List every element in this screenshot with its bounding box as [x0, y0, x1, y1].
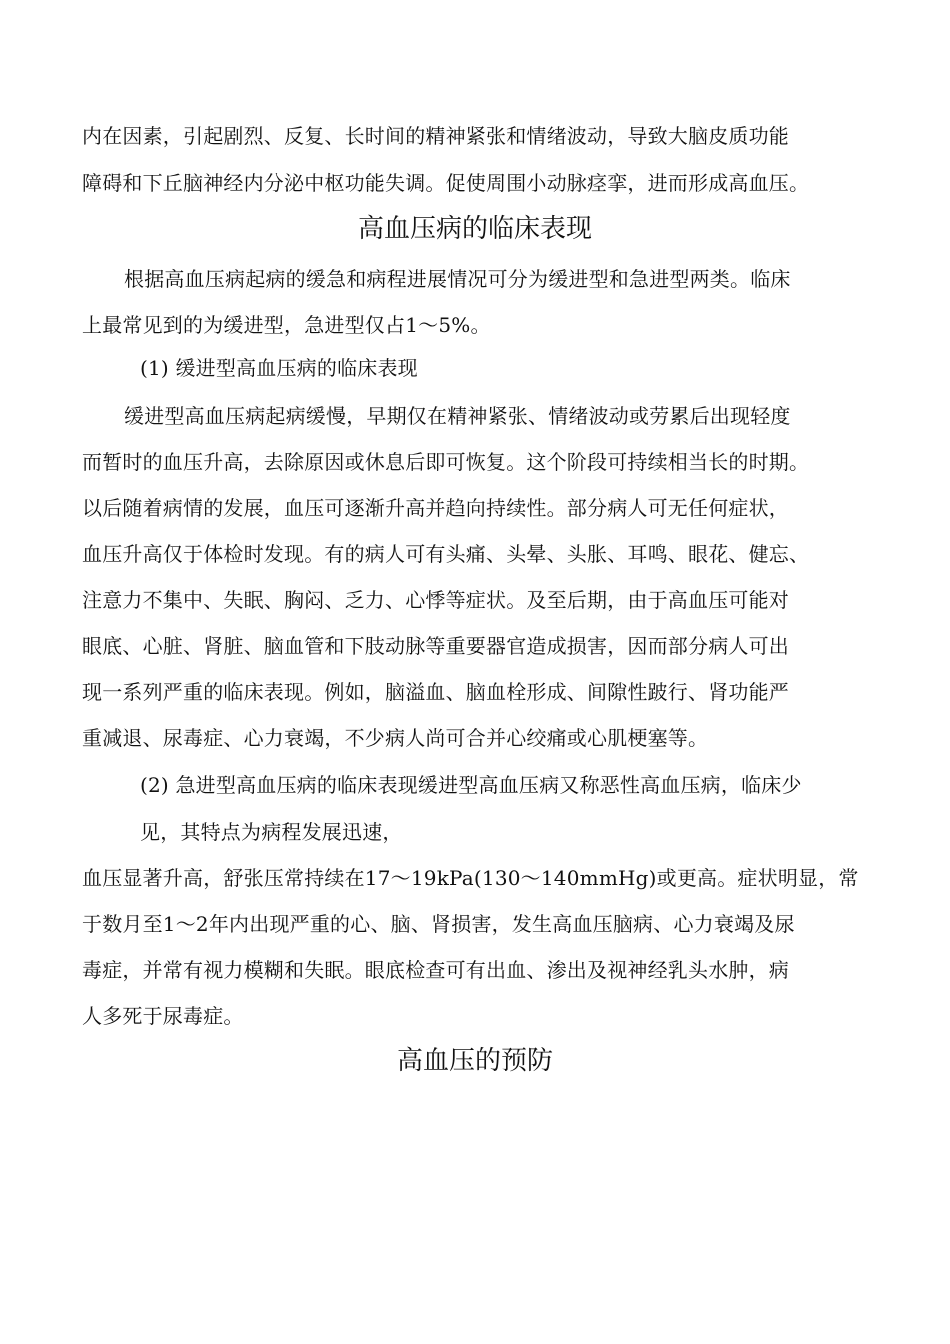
paragraph-slow-line-5: 注意力不集中、失眠、胸闷、乏力、心悸等症状。及至后期，由于高血压可能对 [82, 588, 789, 612]
subheading-rapid-line-2: 见，其特点为病程发展迅速， [140, 820, 403, 844]
paragraph-slow-line-6: 眼底、心脏、肾脏、脑血管和下肢动脉等重要器官造成损害，因而部分病人可出 [82, 634, 789, 658]
paragraph-slow-line-1: 缓进型高血压病起病缓慢，早期仅在精神紧张、情绪波动或劳累后出现轻度 [124, 404, 791, 428]
paragraph-slow-line-7: 现一系列严重的临床表现。例如，脑溢血、脑血栓形成、间隙性跛行、肾功能严 [82, 680, 789, 704]
paragraph-rapid-line-4: 人多死于尿毒症。 [82, 1004, 244, 1028]
paragraph-rapid-line-1: 血压显著升高，舒张压常持续在17～19kPa(130～140mmHg)或更高。症状明显，常 [82, 866, 859, 890]
paragraph-slow-line-3: 以后随着病情的发展，血压可逐渐升高并趋向持续性。部分病人可无任何症状， [82, 496, 789, 520]
paragraph-types-line-2: 上最常见到的为缓进型，急进型仅占1～5%。 [82, 313, 491, 337]
paragraph-types-line-1: 根据高血压病起病的缓急和病程进展情况可分为缓进型和急进型两类。临床 [124, 267, 791, 291]
subheading-slow-type: (1) 缓进型高血压病的临床表现 [140, 356, 418, 380]
paragraph-rapid-line-2: 于数月至1～2年内出现严重的心、脑、肾损害，发生高血压脑病、心力衰竭及尿 [82, 912, 795, 936]
paragraph-slow-line-8: 重减退、尿毒症、心力衰竭，不少病人尚可合并心绞痛或心肌梗塞等。 [82, 726, 709, 750]
section-heading-clinical: 高血压病的临床表现 [357, 214, 592, 244]
subheading-rapid-line-1: (2) 急进型高血压病的临床表现缓进型高血压病又称恶性高血压病，临床少 [140, 773, 802, 797]
paragraph-top-line-1: 内在因素，引起剧烈、反复、长时间的精神紧张和情绪波动，导致大脑皮质功能 [82, 124, 789, 148]
paragraph-slow-line-2: 而暂时的血压升高，去除原因或休息后即可恢复。这个阶段可持续相当长的时期。 [82, 450, 810, 474]
paragraph-rapid-line-3: 毒症，并常有视力模糊和失眠。眼底检查可有出血、渗出及视神经乳头水肿，病 [82, 958, 789, 982]
paragraph-top-line-2: 障碍和下丘脑神经内分泌中枢功能失调。促使周围小动脉痉挛，进而形成高血压。 [82, 171, 810, 195]
section-heading-prevention: 高血压的预防 [396, 1046, 553, 1076]
paragraph-slow-line-4: 血压升高仅于体检时发现。有的病人可有头痛、头晕、头胀、耳鸣、眼花、健忘、 [82, 542, 810, 566]
